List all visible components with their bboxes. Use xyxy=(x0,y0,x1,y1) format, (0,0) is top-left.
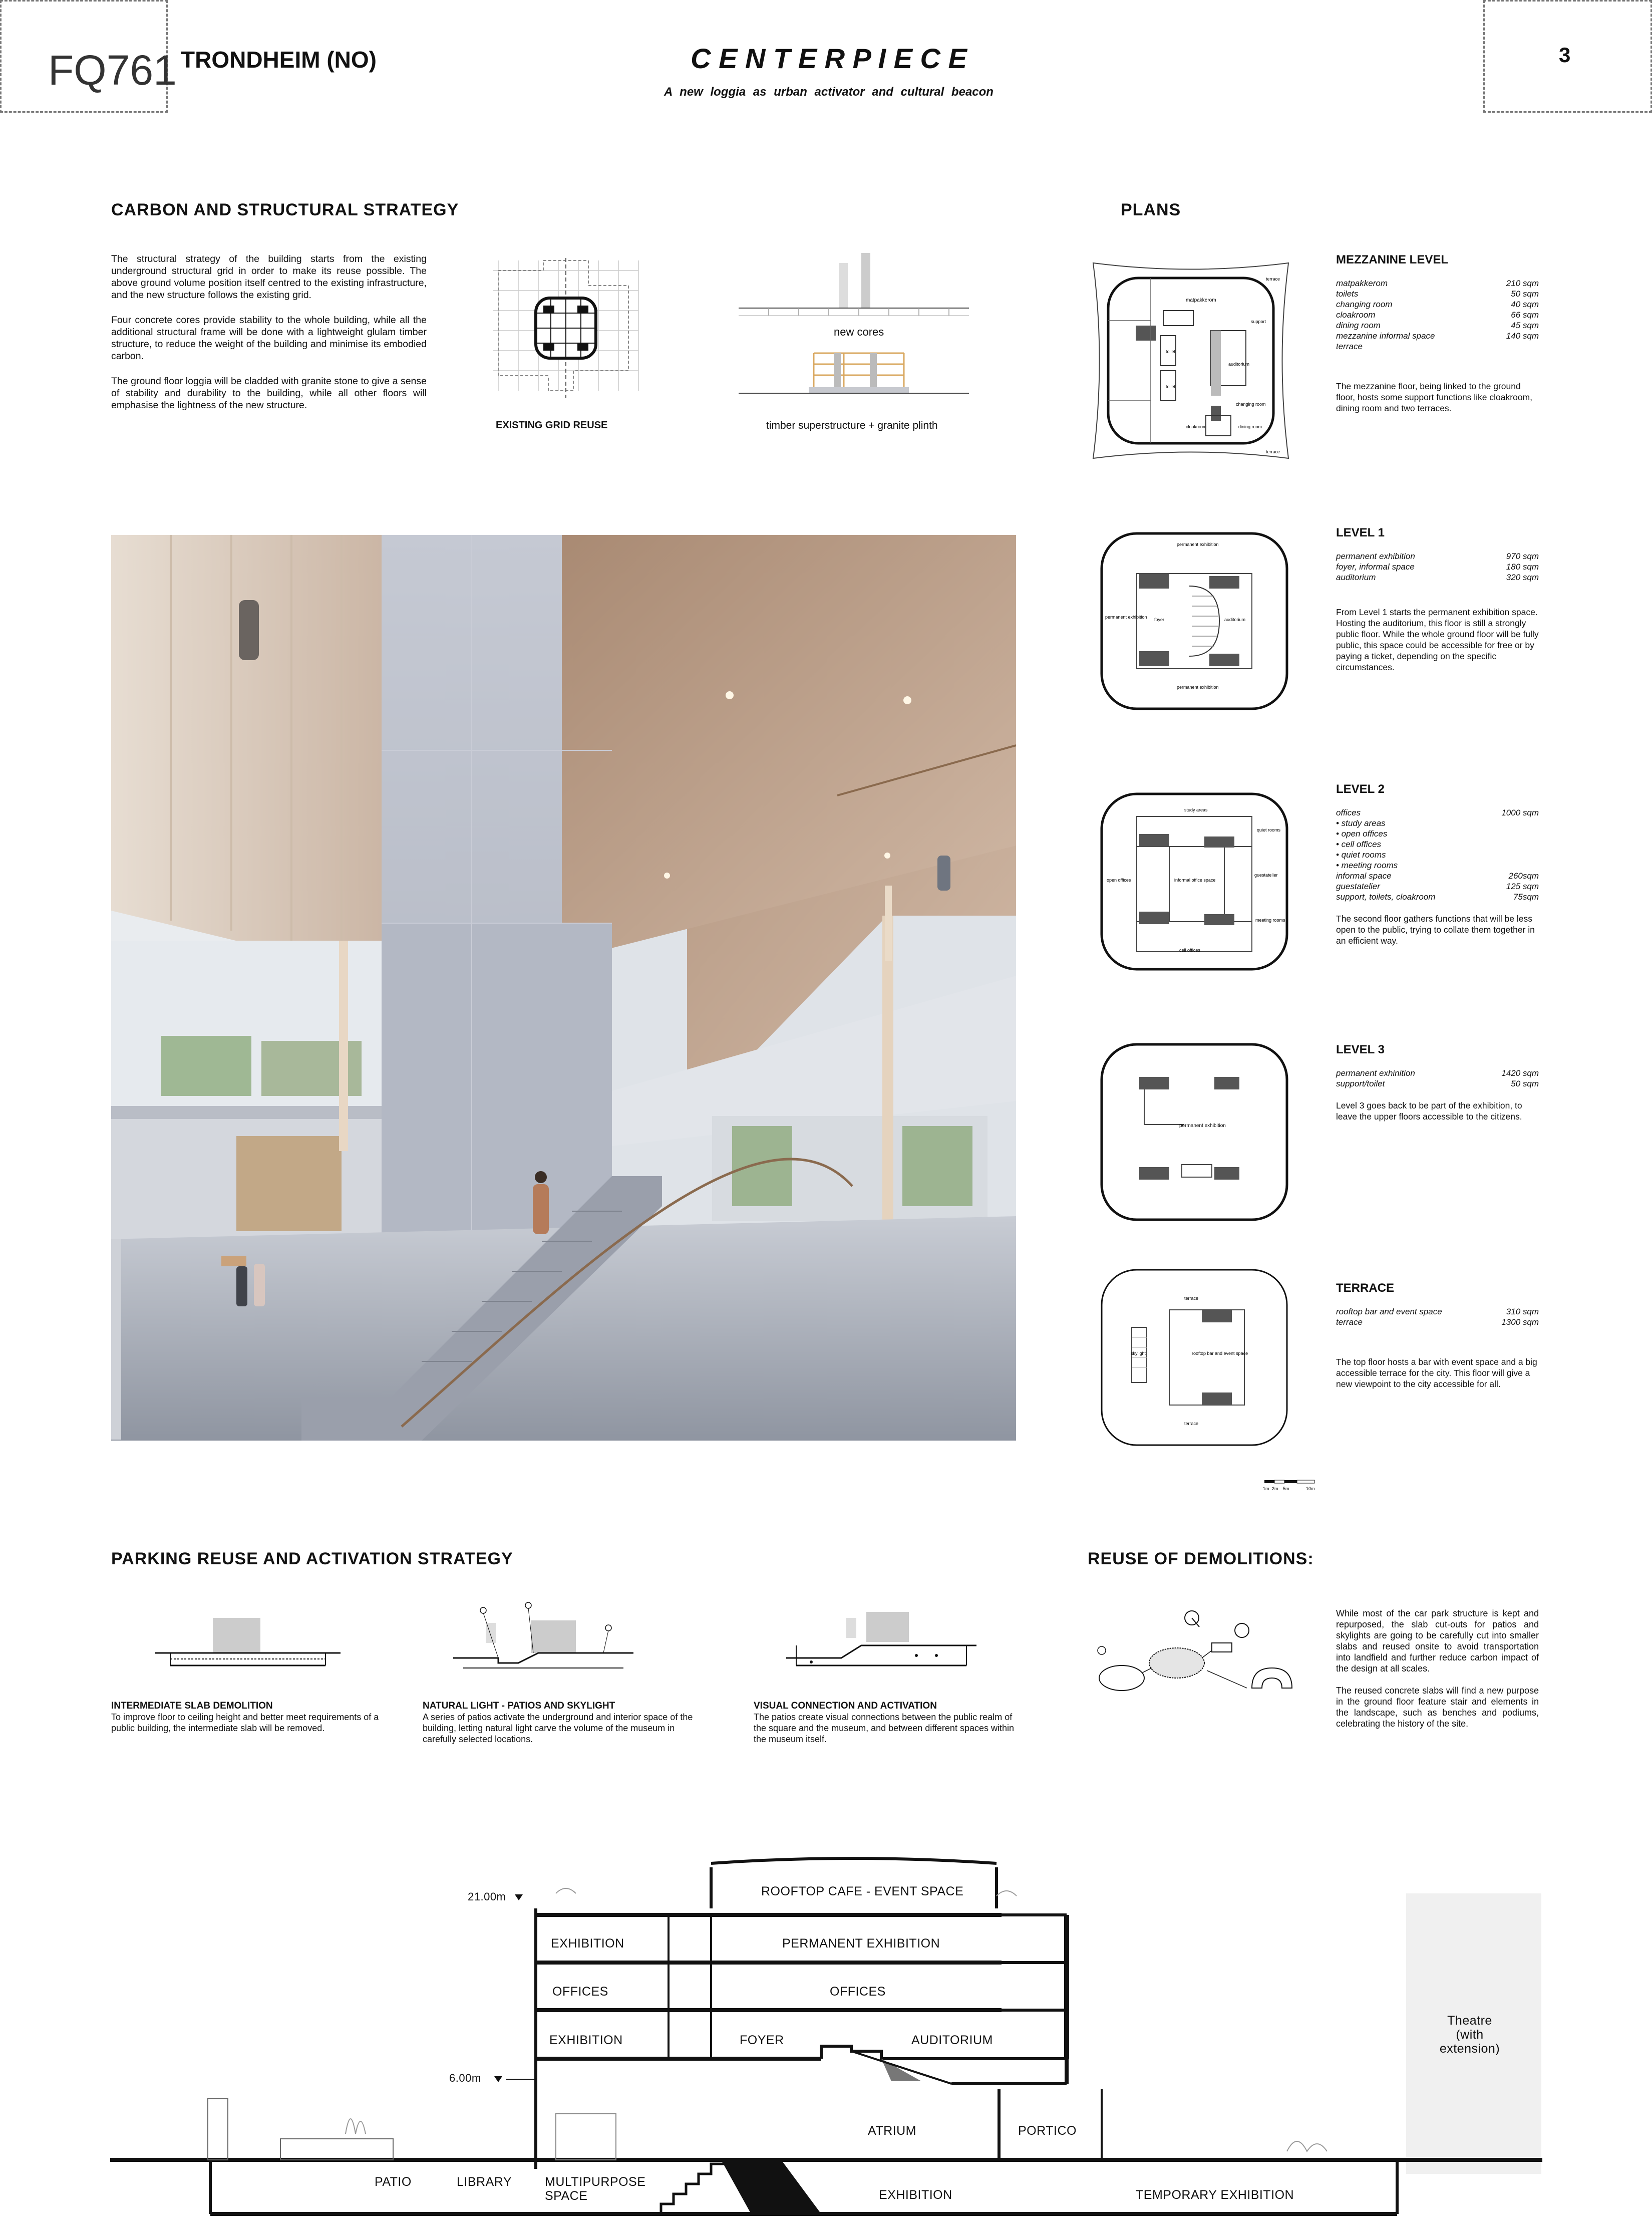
plan-label: auditorium xyxy=(1224,617,1246,622)
demolitions-text xyxy=(1336,1608,1539,1729)
plan-title: MEZZANINE LEVEL xyxy=(1336,253,1449,266)
plan-label: terrace xyxy=(1266,276,1280,282)
plan-label: permanent exhibition xyxy=(1177,542,1219,547)
section-exhibition-basement: EXHIBITION xyxy=(879,2188,952,2202)
plan-desc: From Level 1 starts the permanent exhibition space. Hosting the auditorium, this floor is still a strongly public floor. While the whole ground floor will be fully public, this space could be accessible for free or by paying a ticket, depending on the specific circumstances. xyxy=(1336,607,1539,672)
interior-render xyxy=(111,535,1016,1441)
plan-info-level-2 xyxy=(1336,782,1539,946)
plan-level-1 xyxy=(1094,526,1294,716)
section-atrium: ATRIUM xyxy=(868,2124,916,2138)
area-row: support/toilet 50 sqm xyxy=(1336,1079,1539,1088)
area-row: mezzanine informal space 140 sqm xyxy=(1336,331,1539,341)
area-row: dining room 45 sqm xyxy=(1336,321,1539,330)
section-offices-right: OFFICES xyxy=(830,1985,886,1999)
plan-info-level-1 xyxy=(1336,526,1539,673)
plan-label: open offices xyxy=(1107,878,1131,883)
plan-label: changing room xyxy=(1236,402,1266,407)
visual-connection-diagram xyxy=(786,1608,976,1673)
area-row: • open offices xyxy=(1336,829,1388,839)
plan-label: permanent exhibition xyxy=(1177,685,1219,690)
area-row: offices 1000 sqm xyxy=(1336,808,1539,817)
demolitions-paragraph-1: While most of the car park structure is kept and repurposed, the slab cut-outs for patios and skylights are going to be carefully cut into smaller slabs and reused onsite to avoid transportation into landfield and further reduce carbon impact of the design at all scales. xyxy=(1336,1608,1539,1674)
plan-label: foyer xyxy=(1154,617,1165,622)
area-row: changing room 40 sqm xyxy=(1336,300,1539,309)
area-row: matpakkerom 210 sqm xyxy=(1336,278,1539,288)
section-portico: PORTICO xyxy=(1018,2124,1077,2138)
plan-label: guestatelier xyxy=(1254,873,1278,878)
plan-label: quiet rooms xyxy=(1257,827,1281,832)
area-row: toilets 50 sqm xyxy=(1336,289,1539,299)
section-theatre: Theatre (with extension) xyxy=(1439,2014,1500,2056)
area-row: informal space 260sqm xyxy=(1336,871,1539,881)
plan-desc: Level 3 goes back to be part of the exhibition, to leave the upper floors accessible to the citizens. xyxy=(1336,1100,1522,1122)
timber-granite-caption: timber superstructure + granite plinth xyxy=(766,420,938,431)
building-section xyxy=(0,1853,1652,2229)
plan-label: meeting rooms xyxy=(1255,918,1285,923)
plans-heading: PLANS xyxy=(1121,200,1181,219)
grid-reuse-caption: EXISTING GRID REUSE xyxy=(496,420,608,431)
plan-label: support xyxy=(1251,319,1266,324)
project-code: FQ761 xyxy=(48,47,177,94)
demolition-reuse-diagram xyxy=(1087,1603,1307,1718)
plan-label: permanent exhibition xyxy=(1179,1123,1226,1129)
plan-label: informal office space xyxy=(1174,878,1216,883)
plan-title: TERRACE xyxy=(1336,1281,1395,1295)
area-row: permanent exhibition 970 sqm xyxy=(1336,551,1539,561)
area-row: terrace 1300 sqm xyxy=(1336,1317,1539,1327)
level-marker-top: 21.00m xyxy=(468,1890,506,1903)
plan-label: cell offices xyxy=(1179,948,1200,953)
plan-label: study areas xyxy=(1184,807,1208,812)
section-permanent-exhibition: PERMANENT EXHIBITION xyxy=(782,1936,940,1951)
plan-terrace xyxy=(1094,1262,1294,1453)
carbon-paragraph-2: Four concrete cores provide stability to the whole building, while all the additional structural frame will be done with a lightweight glulam timber structure, to reduce the weight of the building and minimise its embodied carbon. xyxy=(111,315,427,362)
area-row: terrace xyxy=(1336,342,1363,351)
section-library: LIBRARY xyxy=(457,2175,512,2189)
area-row: • quiet rooms xyxy=(1336,850,1386,860)
area-row: cloakroom 66 sqm xyxy=(1336,310,1539,320)
plan-title: LEVEL 2 xyxy=(1336,782,1385,796)
location-label: TRONDHEIM (NO) xyxy=(181,47,377,73)
carbon-text xyxy=(111,253,427,411)
area-row: auditorium 320 sqm xyxy=(1336,573,1539,582)
plan-label: cloakroom xyxy=(1186,424,1207,429)
plan-desc: The top floor hosts a bar with event space and a big accessible terrace for the city. This floor will give a new viewpoint to the city accessible for all. xyxy=(1336,1357,1537,1389)
section-exhibition-l1: EXHIBITION xyxy=(549,2033,623,2047)
plan-mezzanine xyxy=(1086,255,1296,466)
section-temporary-exhibition: TEMPORARY EXHIBITION xyxy=(1136,2188,1294,2202)
section-rooftop: ROOFTOP CAFE - EVENT SPACE xyxy=(761,1884,964,1898)
plan-label: auditorium xyxy=(1228,362,1250,367)
page-title: C E N T E R P I E C E xyxy=(691,43,967,74)
demolitions-paragraph-2: The reused concrete slabs will find a new purpose in the ground floor feature stair and elements in the landscape, such as benches and podiums, celebrating the history of the site. xyxy=(1336,1686,1539,1729)
section-auditorium: AUDITORIUM xyxy=(911,2033,993,2047)
parking-item-title: NATURAL LIGHT - PATIOS AND SKYLIGHT xyxy=(423,1701,615,1711)
parking-item-text: The patios create visual connections between the public realm of the square and the museum, and between different spaces within the museum itself. xyxy=(754,1712,1014,1744)
plan-desc: The second floor gathers functions that will be less open to the public, trying to collate them together in an efficient way. xyxy=(1336,914,1535,946)
carbon-paragraph-3: The ground floor loggia will be cladded with granite stone to give a sense of stability and durability to the building, while all other floors will emphasise the lightness of the new structure. xyxy=(111,376,427,411)
parking-item-1 xyxy=(111,1701,392,1734)
area-row: • meeting rooms xyxy=(1336,861,1398,870)
scale-label: 10m xyxy=(1306,1486,1315,1491)
section-offices-left: OFFICES xyxy=(552,1985,608,1999)
scale-bar xyxy=(1262,1478,1317,1498)
plan-info-mezzanine xyxy=(1336,253,1539,414)
area-row: • study areas xyxy=(1336,818,1386,828)
plan-info-level-3 xyxy=(1336,1043,1539,1122)
area-row: guestatelier 125 sqm xyxy=(1336,882,1539,891)
new-cores-label: new cores xyxy=(834,326,884,338)
parking-item-title: VISUAL CONNECTION AND ACTIVATION xyxy=(754,1701,937,1711)
plan-title: LEVEL 1 xyxy=(1336,526,1385,539)
area-row: • cell offices xyxy=(1336,840,1382,849)
plan-label: rooftop bar and event space xyxy=(1192,1351,1248,1356)
plan-label: terrace xyxy=(1184,1421,1199,1426)
parking-heading: PARKING REUSE AND ACTIVATION STRATEGY xyxy=(111,1549,513,1568)
parking-item-text: A series of patios activate the underground and interior space of the building, letting natural light carve the volume of the museum in carefully selected locations. xyxy=(423,1712,693,1744)
plan-label: terrace xyxy=(1266,449,1280,454)
parking-item-text: To improve floor to ceiling height and better meet requirements of a public building, the intermediate slab will be removed. xyxy=(111,1712,379,1733)
section-multipurpose: MULTIPURPOSE SPACE xyxy=(545,2175,646,2203)
section-exhibition-l3: EXHIBITION xyxy=(551,1936,624,1951)
scale-label: 1m xyxy=(1263,1486,1269,1491)
area-row: foyer, informal space 180 sqm xyxy=(1336,562,1539,572)
plan-label: matpakkerom xyxy=(1186,298,1216,303)
demolitions-heading: REUSE OF DEMOLITIONS: xyxy=(1088,1549,1314,1568)
area-row: support, toilets, cloakroom 75sqm xyxy=(1336,892,1539,902)
carbon-heading: CARBON AND STRUCTURAL STRATEGY xyxy=(111,200,459,219)
plan-label: toilet xyxy=(1166,384,1176,389)
plan-info-terrace xyxy=(1336,1281,1539,1389)
plan-level-3 xyxy=(1094,1037,1294,1227)
parking-item-2 xyxy=(423,1701,703,1745)
scale-label: 5m xyxy=(1283,1486,1289,1491)
patios-skylight-diagram xyxy=(453,1598,633,1673)
scale-label: 2m xyxy=(1272,1486,1278,1491)
parking-item-3 xyxy=(754,1701,1017,1745)
plan-level-2 xyxy=(1094,786,1294,977)
existing-grid-diagram xyxy=(488,255,658,401)
plan-label: dining room xyxy=(1238,424,1262,429)
area-row: rooftop bar and event space 310 sqm xyxy=(1336,1307,1539,1316)
slab-demolition-diagram xyxy=(155,1618,341,1673)
plan-title: LEVEL 3 xyxy=(1336,1043,1385,1056)
area-row: permanent exhinition 1420 sqm xyxy=(1336,1068,1539,1078)
plan-desc: The mezzanine floor, being linked to the ground floor, hosts some support functions like cloakroom, dining room and two terraces. xyxy=(1336,381,1532,413)
plan-label: permanent exhibition xyxy=(1105,615,1147,620)
level-marker-low: 6.00m xyxy=(449,2072,481,2084)
carbon-paragraph-1: The structural strategy of the building starts from the existing underground structural grid in order to make its reuse possible. The above ground volume position itself centred to the existing infrastructure, and the new structure follows the existing grid. xyxy=(111,253,427,301)
plan-label: skylight xyxy=(1131,1351,1146,1356)
plan-label: terrace xyxy=(1184,1296,1199,1301)
page-number: 3 xyxy=(1559,43,1571,67)
page-subtitle: A new loggia as urban activator and cultural beacon xyxy=(664,85,994,99)
section-foyer: FOYER xyxy=(740,2033,784,2047)
plan-label: toilet xyxy=(1166,349,1176,354)
section-patio: PATIO xyxy=(375,2175,412,2189)
parking-item-title: INTERMEDIATE SLAB DEMOLITION xyxy=(111,1701,273,1711)
